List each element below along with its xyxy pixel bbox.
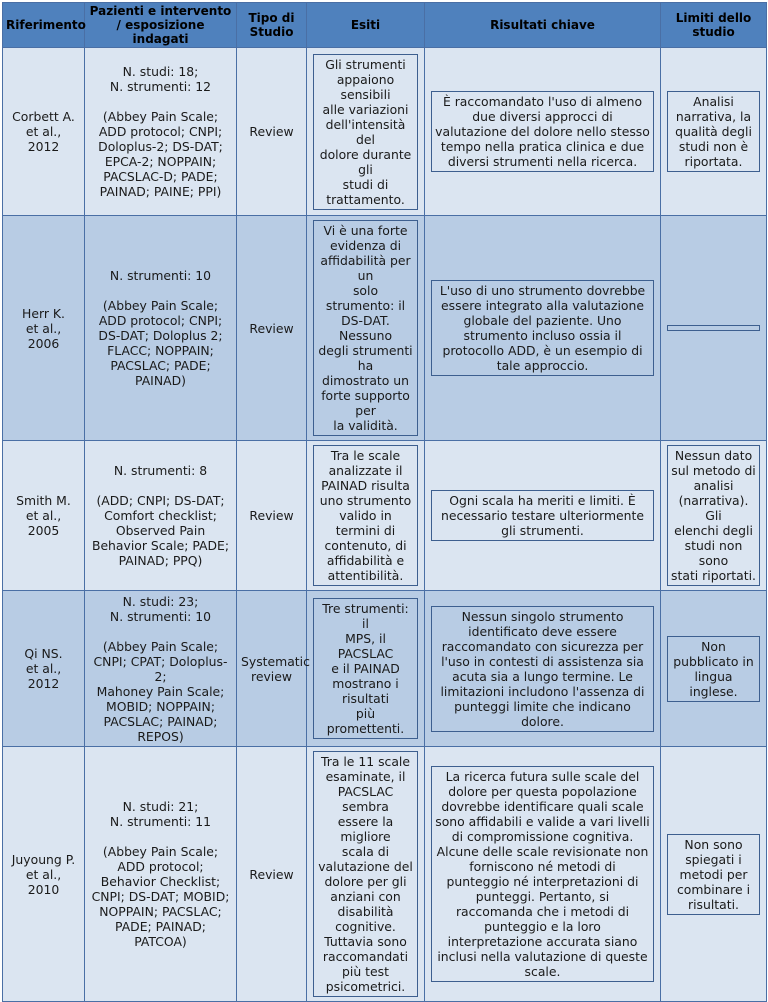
cell-esiti: [307, 48, 425, 216]
cell-esiti: [307, 216, 425, 441]
cell-riferimento: Juyoung P. et al., 2010: [3, 747, 85, 1002]
table-row: [3, 591, 767, 747]
cell-limiti: [661, 747, 767, 1002]
cell-pazienti: N. studi: 21; N. strumenti: 11 (Abbey Pain Scale; ADD protocol; Behavior Checklist; CNPI; DS-DAT; MOBID; NOPPAIN; PACSLAC; PADE; PAINAD; PATCOA): [85, 747, 237, 1002]
cell-esiti: [307, 747, 425, 1002]
cell-esiti-text: Gli strumenti appaiono sensibili alle variazioni dell'intensità del dolore durante gli studi di trattamento.: [313, 54, 418, 210]
cell-limiti-text: Analisi narrativa, la qualità degli studi non è riportata.: [667, 91, 760, 172]
cell-risultati: [425, 48, 661, 216]
table-row: [3, 441, 767, 591]
cell-limiti-text: [667, 325, 760, 331]
cell-risultati-text: È raccomandato l'uso di almeno due diversi approcci di valutazione del dolore nello stesso tempo nella pratica clinica e due diversi strumenti nella ricerca.: [431, 91, 654, 172]
cell-limiti-text: Non pubblicato in lingua inglese.: [667, 636, 760, 702]
header-riferimento: Riferimento: [3, 3, 85, 48]
cell-tipo: Review: [237, 747, 307, 1002]
cell-esiti-text: Vi è una forte evidenza di affidabilità per un solo strumento: il DS-DAT. Nessuno degli strumenti ha dimostrato un forte supporto per la validità.: [313, 220, 418, 436]
cell-limiti: [661, 591, 767, 747]
cell-esiti: [307, 591, 425, 747]
table-row: [3, 216, 767, 441]
cell-risultati-text: L'uso di uno strumento dovrebbe essere integrato alla valutazione globale del paziente. Uno strumento incluso ossia il protocollo ADD, è un esempio di tale approccio.: [431, 280, 654, 376]
cell-limiti: [661, 441, 767, 591]
header-limiti: Limiti dello studio: [661, 3, 767, 48]
cell-risultati: [425, 216, 661, 441]
header-esiti: Esiti: [307, 3, 425, 48]
cell-risultati: [425, 591, 661, 747]
cell-risultati: [425, 441, 661, 591]
cell-limiti-text: Nessun dato sul metodo di analisi (narrativa). Gli elenchi degli studi non sono stati riportati.: [667, 445, 760, 586]
cell-riferimento: Qi NS. et al., 2012: [3, 591, 85, 747]
cell-risultati: [425, 747, 661, 1002]
cell-limiti-text: Non sono spiegati i metodi per combinare i risultati.: [667, 834, 760, 915]
cell-tipo: Review: [237, 216, 307, 441]
cell-riferimento: Smith M. et al., 2005: [3, 441, 85, 591]
cell-tipo: Review: [237, 441, 307, 591]
review-table: [2, 2, 767, 1002]
cell-risultati-text: Nessun singolo strumento identificato deve essere raccomandato con sicurezza per l'uso in contesti di assistenza sia acuta sia a lungo termine. Le limitazioni includono l'assenza di punteggi limite che indicano dolore.: [431, 606, 654, 732]
cell-tipo: Systematic review: [237, 591, 307, 747]
cell-risultati-text: Ogni scala ha meriti e limiti. È necessario testare ulteriormente gli strumenti.: [431, 490, 654, 541]
header-pazienti: Pazienti e intervento / esposizione indagati: [85, 3, 237, 48]
table-row: [3, 747, 767, 1002]
cell-pazienti: N. studi: 18; N. strumenti: 12 (Abbey Pain Scale; ADD protocol; CNPI; Doloplus-2; DS-DAT; EPCA-2; NOPPAIN; PACSLAC-D; PADE; PAINAD; PAINE; PPI): [85, 48, 237, 216]
table-row: [3, 48, 767, 216]
cell-pazienti: N. strumenti: 8 (ADD; CNPI; DS-DAT; Comfort checklist; Observed Pain Behavior Scale; PADE; PAINAD; PPQ): [85, 441, 237, 591]
cell-limiti: [661, 48, 767, 216]
cell-pazienti: N. studi: 23; N. strumenti: 10 (Abbey Pain Scale; CNPI; CPAT; Doloplus-2; Mahoney Pain Scale; MOBID; NOPPAIN; PACSLAC; PAINAD; REPOS): [85, 591, 237, 747]
cell-esiti-text: Tra le scale analizzate il PAINAD risulta uno strumento valido in termini di contenuto, di affidabilità e attentibilità.: [313, 445, 418, 586]
cell-esiti: [307, 441, 425, 591]
cell-esiti-text: Tre strumenti: il MPS, il PACSLAC e il PAINAD mostrano i risultati più promettenti.: [313, 598, 418, 739]
cell-pazienti: N. strumenti: 10 (Abbey Pain Scale; ADD protocol; CNPI; DS-DAT; Doloplus 2; FLACC; NOPPAIN; PACSLAC; PADE; PAINAD): [85, 216, 237, 441]
cell-esiti-text: Tra le 11 scale esaminate, il PACSLAC sembra essere la migliore scala di valutazione del dolore per gli anziani con disabilità cognitive. Tuttavia sono raccomandati più test psicometrici.: [313, 751, 418, 997]
header-risultati: Risultati chiave: [425, 3, 661, 48]
header-tipo: Tipo di Studio: [237, 3, 307, 48]
cell-riferimento: Corbett A. et al., 2012: [3, 48, 85, 216]
cell-limiti: [661, 216, 767, 441]
header-row: [3, 3, 767, 48]
cell-risultati-text: La ricerca futura sulle scale del dolore per questa popolazione dovrebbe identificare quali scale sono affidabili e valide a vari livelli di compromissione cognitiva. Alcune delle scale revisionate non forniscono né metodi di punteggio né interpretazioni di punteggi. Pertanto, si raccomanda che i metodi di punteggio e la loro interpretazione accurata siano inclusi nella valutazione di queste scale.: [431, 766, 654, 982]
cell-riferimento: Herr K. et al., 2006: [3, 216, 85, 441]
cell-tipo: Review: [237, 48, 307, 216]
